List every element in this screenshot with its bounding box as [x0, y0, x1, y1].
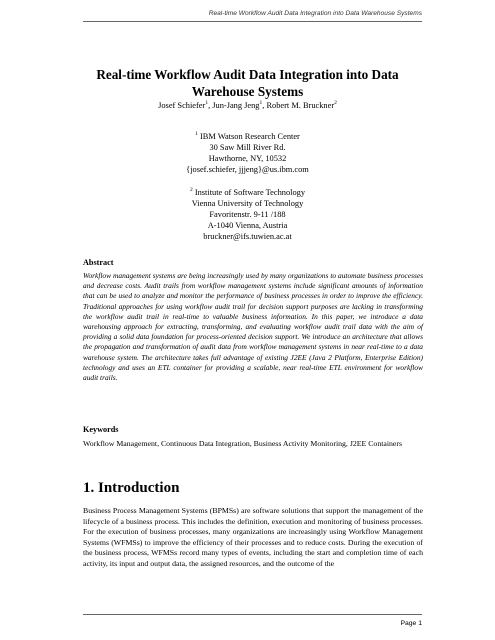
affiliation-name: Institute of Software Technology — [194, 188, 306, 197]
page-number: Page 1 — [400, 620, 422, 627]
affiliation-name-line — [80, 131, 415, 142]
header-divider — [83, 21, 422, 22]
abstract-text: Workflow management systems are being increasingly used by many organizations to automate business processes and decrease costs. Audit trails from workflow management systems include significant amounts of information that can be used to analyze and monitor the performance of business processes in order to improve the efficiency. Traditional approaches for using workflow audit trail for decision support purposes are lacking in transforming the workflow audit trail in real-time to valuable business information. In this paper, we introduce a data warehousing approach for extracting, transforming, and evaluating workflow audit trail data with the aim of providing a solid data foundation for process-oriented decision support. We introduce an architecture that allows the propagation and transformation of audit data from workflow management systems in near real-time to a data warehouse system. The architecture takes full advantage of existing J2EE (Java 2 Platform, Enterprise Edition) technology and uses an ETL container for providing a scalable, near real-time ETL environment for workflow audit trails. — [83, 271, 423, 383]
affiliation-email: bruckner@ifs.tuwien.ac.at — [203, 232, 292, 241]
affiliation-address-line: Favoritenstr. 9-11 /188 — [209, 210, 286, 219]
author-affiliation-marker: 1 — [259, 100, 263, 107]
abstract-heading: Abstract — [83, 258, 114, 267]
introduction-heading: 1. Introduction — [83, 480, 180, 496]
affiliation-address-line: 30 Saw Mill River Rd. — [209, 143, 286, 152]
author-affiliation-marker: 2 — [334, 100, 337, 107]
keywords-heading: Keywords — [83, 425, 119, 434]
keywords-text: Workflow Management, Continuous Data Integration, Business Activity Monitoring, J2EE Containers — [83, 439, 403, 448]
paper-title: Real-time Workflow Audit Data Integration into Data Warehouse Systems — [96, 67, 399, 99]
footer-divider — [83, 614, 422, 615]
affiliation-email: {josef.schiefer, jjjeng}@us.ibm.com — [186, 165, 309, 174]
author-separator: , — [208, 101, 213, 110]
affiliation-address-line: Hawthorne, NY, 10532 — [208, 154, 287, 163]
affiliation-address-line: A-1040 Vienna, Austria — [207, 221, 288, 230]
affiliation-name-line — [80, 187, 415, 198]
affiliation-tu-vienna — [80, 187, 415, 242]
affiliation-marker: 2 — [189, 187, 193, 194]
affiliation-name: IBM Watson Research Center — [199, 132, 300, 141]
running-header: Real-time Workflow Audit Data Integration into Data Warehouse Systems — [208, 10, 422, 17]
affiliation-ibm — [80, 131, 415, 175]
introduction-paragraph: Business Process Management Systems (BPMSs) are software solutions that support the management of the lifecycle of a business process. This includes the definition, execution and monitoring of business processes. For the execution of business processes, many organizations are increasingly using Workflow Management Systems (WFMSs) to improve the efficiency of their processes and to reduce costs. During the execution of the business process, WFMSs record many types of events, including the start and completion time of each activity, its input and output data, the assigned resources, and the outcome of the — [83, 506, 423, 568]
author-name: Robert M. Bruckner — [266, 101, 335, 110]
author-affiliation-marker: 1 — [205, 100, 209, 107]
affiliation-address-line: Vienna University of Technology — [191, 199, 304, 208]
author-name: Jun-Jang Jeng — [212, 101, 260, 110]
author-list — [80, 101, 415, 110]
author-separator: , — [262, 101, 267, 110]
affiliation-marker: 1 — [195, 131, 198, 138]
author-name: Josef Schiefer — [158, 101, 206, 110]
